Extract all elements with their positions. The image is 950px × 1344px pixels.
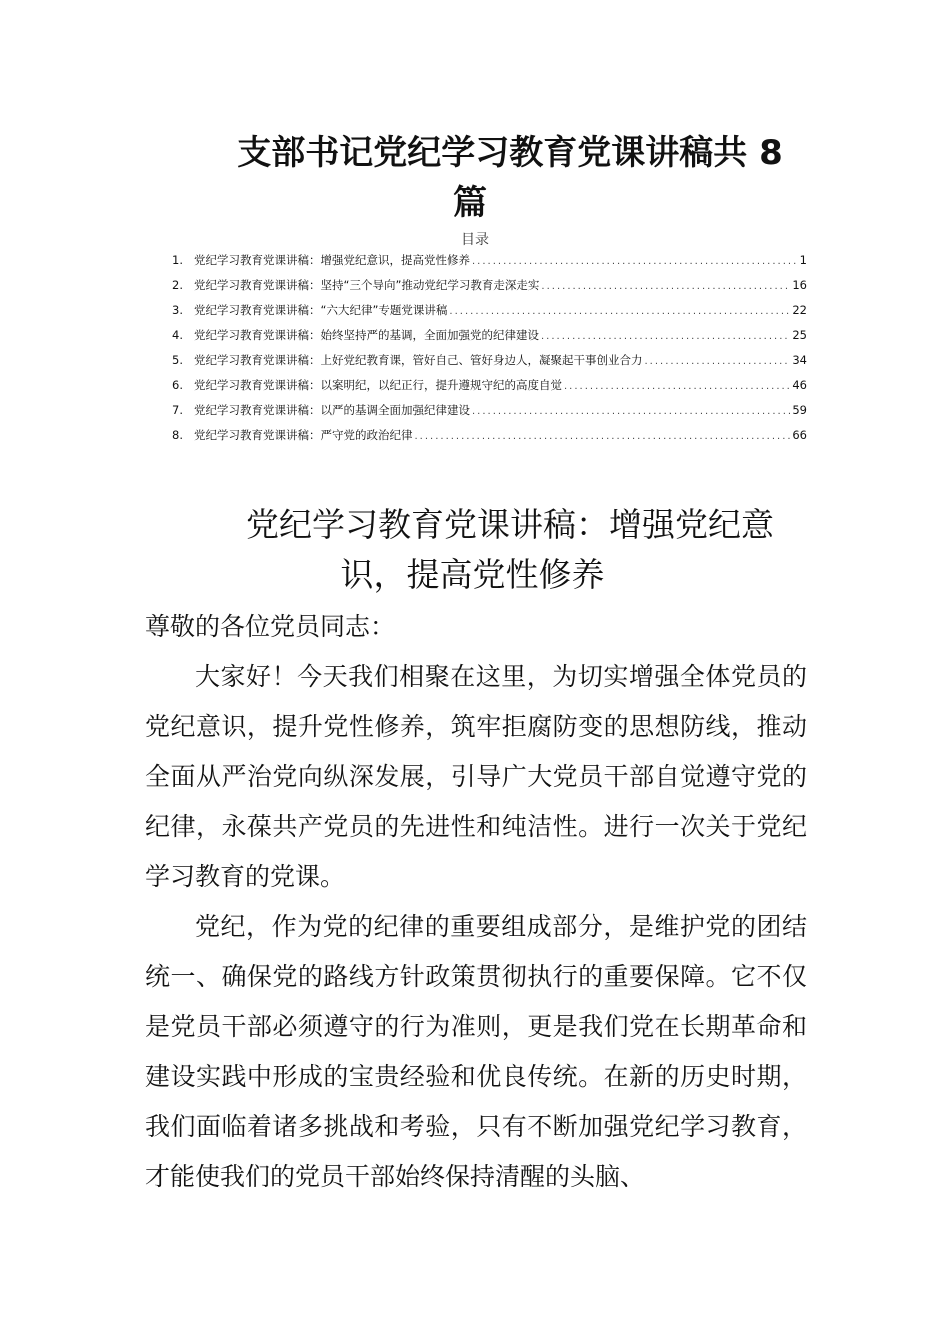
toc-number: 6. [172,378,183,392]
toc-page-number: 34 [792,353,807,367]
toc-leader [541,331,790,342]
toc-leader [541,281,790,292]
document-title-line1: 支部书记党纪学习教育党课讲稿共 8 [237,133,783,173]
toc-page-number: 1 [799,253,807,267]
toc-text: 党纪学习教育党课讲稿：以严的基调全面加强纪律建设 [194,403,470,417]
toc-page-number: 66 [792,428,807,442]
toc-text: 党纪学习教育党课讲稿：始终坚持严的基调，全面加强党的纪律建设 [194,328,539,342]
toc-entry[interactable] [172,377,807,402]
toc-page-number: 59 [792,403,807,417]
toc-page-number: 25 [792,328,807,342]
toc-entry[interactable] [172,277,807,302]
toc-number: 8. [172,428,183,442]
section-title [0,500,950,600]
toc-text: 党纪学习教育党课讲稿：增强党纪意识，提高党性修养 [194,253,470,267]
toc-entry[interactable] [172,252,807,277]
toc-entry[interactable] [172,327,807,352]
toc-entry[interactable] [172,402,807,427]
toc-leader [415,431,791,442]
toc-leader [472,406,790,417]
salutation: 尊敬的各位党员同志： [145,612,396,641]
body-text [145,602,807,1202]
toc-page-number: 22 [792,303,807,317]
table-of-contents [172,252,807,452]
toc-text: 党纪学习教育党课讲稿：坚持“三个导向”推动党纪学习教育走深走实 [194,278,540,292]
toc-number: 4. [172,328,183,342]
toc-leader [449,306,790,317]
toc-text: 党纪学习教育党课讲稿：上好党纪教育课，管好自己、管好身边人，凝聚起干事创业合力 [194,353,643,367]
toc-leader [645,356,791,367]
toc-leader [472,256,798,267]
toc-entry[interactable] [172,352,807,377]
toc-number: 2. [172,278,183,292]
paragraph: 大家好！今天我们相聚在这里，为切实增强全体党员的党纪意识，提升党性修养，筑牢拒腐防变的思想防线，推动全面从严治党向纵深发展，引导广大党员干部自觉遵守党的纪律，永葆共产党员的先进性和纯洁性。进行一次关于党纪学习教育的党课。 [145,662,807,891]
toc-number: 3. [172,303,183,317]
toc-text: 党纪学习教育党课讲稿：严守党的政治纪律 [194,428,413,442]
toc-text: 党纪学习教育党课讲稿：“六大纪律”专题党课讲稿 [194,303,448,317]
section-title-line2: 识，提高党性修养 [340,555,605,594]
toc-number: 7. [172,403,183,417]
toc-entry[interactable] [172,302,807,327]
paragraph: 党纪，作为党的纪律的重要组成部分，是维护党的团结统一、确保党的路线方针政策贯彻执行的重要保障。它不仅是党员干部必须遵守的行为准则，更是我们党在长期革命和建设实践中形成的宝贵经验和优良传统。在新的历史时期，我们面临着诸多挑战和考验，只有不断加强党纪学习教育，才能使我们的党员干部始终保持清醒的头脑、 [145,912,807,1191]
document-title-line2: 篇 [453,183,487,223]
toc-leader [564,381,790,392]
toc-page-number: 16 [792,278,807,292]
toc-entry[interactable] [172,427,807,452]
toc-heading: 目录 [461,232,489,248]
toc-page-number: 46 [792,378,807,392]
toc-text: 党纪学习教育党课讲稿：以案明纪，以纪正行，提升遵规守纪的高度自觉 [194,378,562,392]
section-title-line1: 党纪学习教育党课讲稿：增强党纪意 [246,505,774,544]
toc-number: 5. [172,353,183,367]
toc-number: 1. [172,253,183,267]
document-title [0,128,950,228]
